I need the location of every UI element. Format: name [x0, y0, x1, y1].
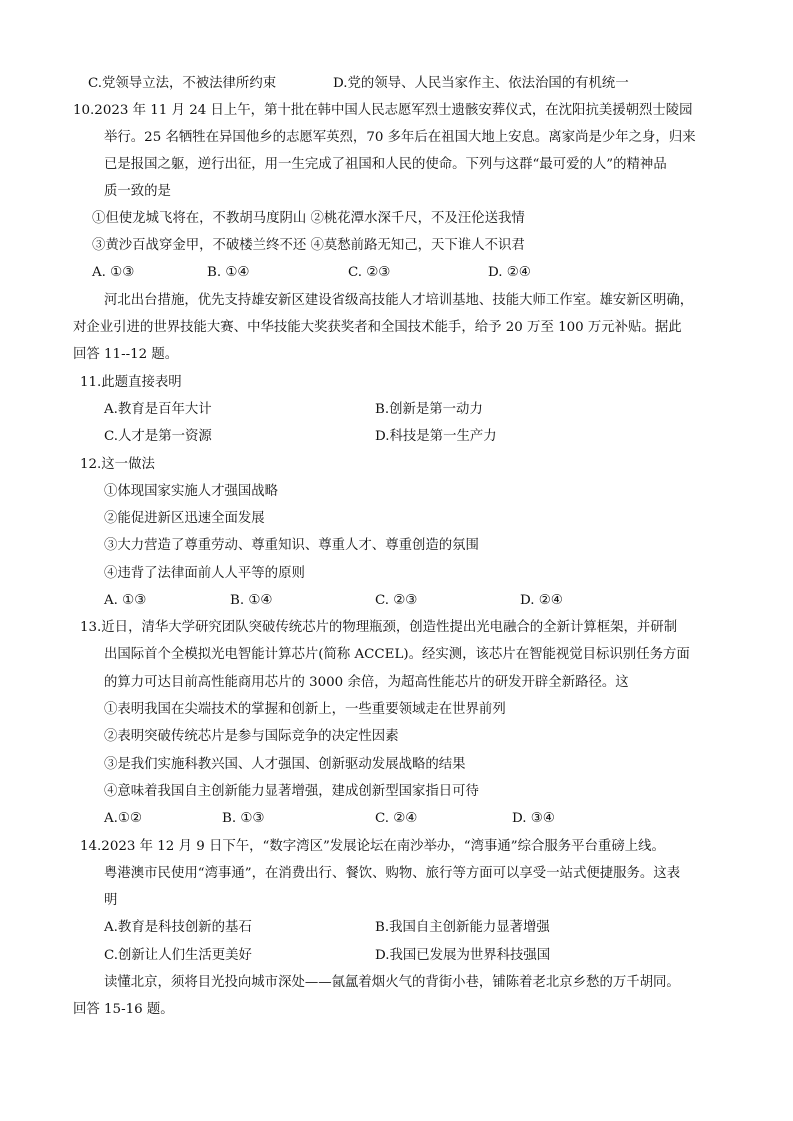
q12-option-c: C. ②③ [375, 593, 418, 608]
q12-option-b: B. ①④ [230, 593, 273, 608]
intro-11-12-line-1: 河北出台措施，优先支持雄安新区建设省级高技能人才培训基地、技能大师工作室。雄安新区明确， [104, 293, 694, 308]
q10-option-b: B. ①④ [207, 265, 250, 280]
intro-11-12-line-2: 对企业引进的世界技能大赛、中华技能大奖获奖者和全国技术能手，给予 20 万至 100 万元补贴。据此 [73, 320, 682, 335]
q13-option-b: B. ①③ [222, 811, 265, 826]
intro-15-16-line-1: 读懂北京，须将目光投向城市深处——氤氲着烟火气的背街小巷，铺陈着老北京乡愁的万千胡同。 [104, 975, 680, 990]
q13-stem-line-3: 的算力可达目前高性能商用芯片的 3000 余倍，为超高性能芯片的研发开辟全新路径。这 [104, 675, 629, 690]
q10-stem-line-2: 举行。25 名牺牲在异国他乡的志愿军英烈，70 多年后在祖国大地上安息。离家尚是少年之身，归来 [104, 130, 696, 145]
q9-option-d: D.党的领导、人民当家作主、依法治国的有机统一 [333, 76, 629, 91]
q10-item-row-1: ①但使龙城飞将在，不教胡马度阴山 ②桃花潭水深千尺，不及汪伦送我情 [92, 211, 525, 226]
q14-stem-line-3: 明 [104, 893, 118, 908]
q10-stem-line-1: 10.2023 年 11 月 24 日上午，第十批在韩中国人民志愿军烈士遗骸安葬仪式，在沈阳抗美援朝烈士陵园 [73, 103, 693, 118]
q11-option-d: D.科技是第一生产力 [375, 429, 497, 444]
q11-stem: 11.此题直接表明 [80, 375, 182, 390]
q12-item-4: ④违背了法律面前人人平等的原则 [104, 566, 305, 581]
q12-item-2: ②能促进新区迅速全面发展 [104, 511, 265, 526]
q10-option-c: C. ②③ [348, 265, 391, 280]
q9-option-c: C.党领导立法，不被法律所约束 [88, 76, 277, 91]
q12-item-3: ③大力营造了尊重劳动、尊重知识、尊重人才、尊重创造的氛围 [104, 538, 479, 553]
q10-item-row-2: ③黄沙百战穿金甲，不破楼兰终不还 ④莫愁前路无知己，天下谁人不识君 [92, 238, 525, 253]
intro-15-16-line-2: 回答 15-16 题。 [73, 1002, 174, 1017]
q14-stem-line-2: 粤港澳市民使用“湾事通”，在消费出行、餐饮、购物、旅行等方面可以享受一站式便捷服务。这表 [104, 866, 681, 881]
q13-stem-line-1: 13.近日，清华大学研究团队突破传统芯片的物理瓶颈，创造性提出光电融合的全新计算框架，并研制 [80, 620, 678, 635]
q13-item-1: ①表明我国在尖端技术的掌握和创新上，一些重要领域走在世界前列 [104, 702, 506, 717]
intro-11-12-line-3: 回答 11--12 题。 [73, 347, 179, 362]
q10-option-d: D. ②④ [488, 265, 531, 280]
q12-option-a: A. ①③ [104, 593, 147, 608]
q10-stem-line-3: 已是报国之躯，逆行出征，用一生完成了祖国和人民的使命。下列与这群“最可爱的人”的精神品 [104, 157, 667, 172]
q14-option-d: D.我国已发展为世界科技强国 [375, 948, 551, 963]
q12-stem: 12.这一做法 [80, 457, 155, 472]
q14-option-c: C.创新让人们生活更美好 [104, 948, 252, 963]
q13-option-c: C. ②④ [375, 811, 418, 826]
q13-option-a: A.①② [104, 811, 142, 826]
q13-item-3: ③是我们实施科教兴国、人才强国、创新驱动发展战略的结果 [104, 757, 466, 772]
q13-stem-line-2: 出国际首个全模拟光电智能计算芯片(简称 ACCEL)。经实测，该芯片在智能视觉目标识别任务方面 [104, 647, 690, 662]
q14-option-a: A.教育是科技创新的基石 [104, 920, 252, 935]
q10-stem-line-4: 质一致的是 [104, 184, 171, 199]
q11-option-c: C.人才是第一资源 [104, 429, 212, 444]
q13-option-d: D. ③④ [512, 811, 555, 826]
q11-option-a: A.教育是百年大计 [104, 402, 212, 417]
q12-item-1: ①体现国家实施人才强国战略 [104, 484, 279, 499]
q14-stem-line-1: 14.2023 年 12 月 9 日下午，“数字湾区”发展论坛在南沙举办，“湾事通”综合服务平台重磅上线。 [80, 839, 665, 854]
q10-option-a: A. ①③ [92, 265, 135, 280]
q11-option-b: B.创新是第一动力 [375, 402, 483, 417]
q14-option-b: B.我国自主创新能力显著增强 [375, 920, 550, 935]
q12-option-d: D. ②④ [520, 593, 563, 608]
q13-item-4: ④意味着我国自主创新能力显著增强，建成创新型国家指日可待 [104, 784, 479, 799]
q13-item-2: ②表明突破传统芯片是参与国际竞争的决定性因素 [104, 729, 399, 744]
